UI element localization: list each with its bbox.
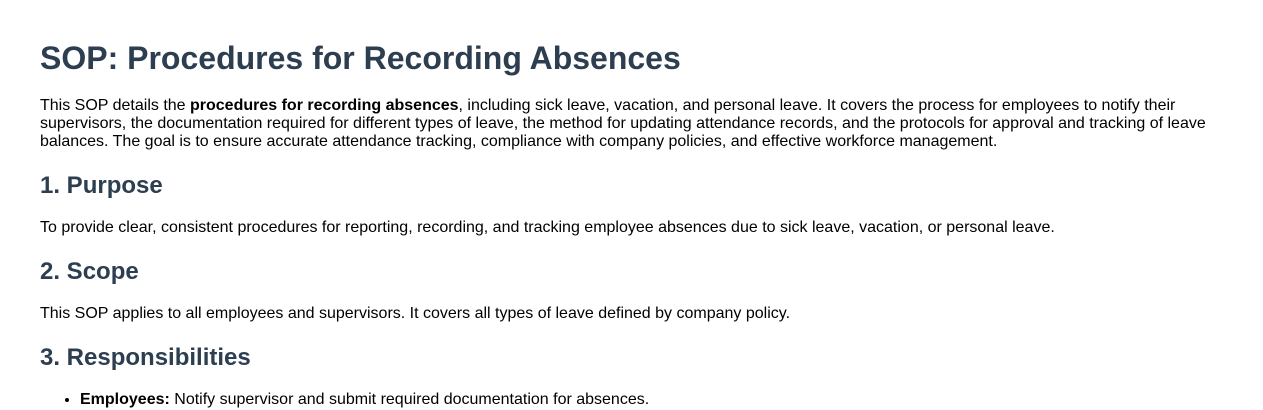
- section-heading-purpose: 1. Purpose: [40, 172, 163, 199]
- page-title: SOP: Procedures for Recording Absences: [40, 40, 681, 76]
- intro-paragraph: [40, 97, 1220, 151]
- section-text-purpose: To provide clear, consistent procedures for reporting, recording, and tracking employee absences due to sick leave, vacation, or personal leave.: [40, 219, 1055, 236]
- intro-text-end: , including sick leave, vacation, and personal leave. It covers the process for employees to notify their supervisors, the documentation required for different types of leave, the method for updating attendance records, and the protocols for approval and tracking of leave balances. The goal is to ensure accurate attendance tracking, compliance with company policies, and effective workforce management.: [40, 97, 1206, 150]
- section-heading-scope: 2. Scope: [40, 258, 139, 285]
- list-item-label: Employees:: [80, 391, 170, 408]
- list-item-text: Notify supervisor and submit required documentation for absences.: [169, 391, 650, 408]
- section-heading-responsibilities: 3. Responsibilities: [40, 344, 251, 371]
- list-item: [80, 391, 649, 409]
- section-text-scope: This SOP applies to all employees and supervisors. It covers all types of leave defined by company policy.: [40, 305, 791, 322]
- intro-text-start: This SOP details the: [40, 97, 190, 114]
- intro-bold-phrase: procedures for recording absences: [190, 97, 459, 114]
- responsibilities-list: [40, 391, 649, 409]
